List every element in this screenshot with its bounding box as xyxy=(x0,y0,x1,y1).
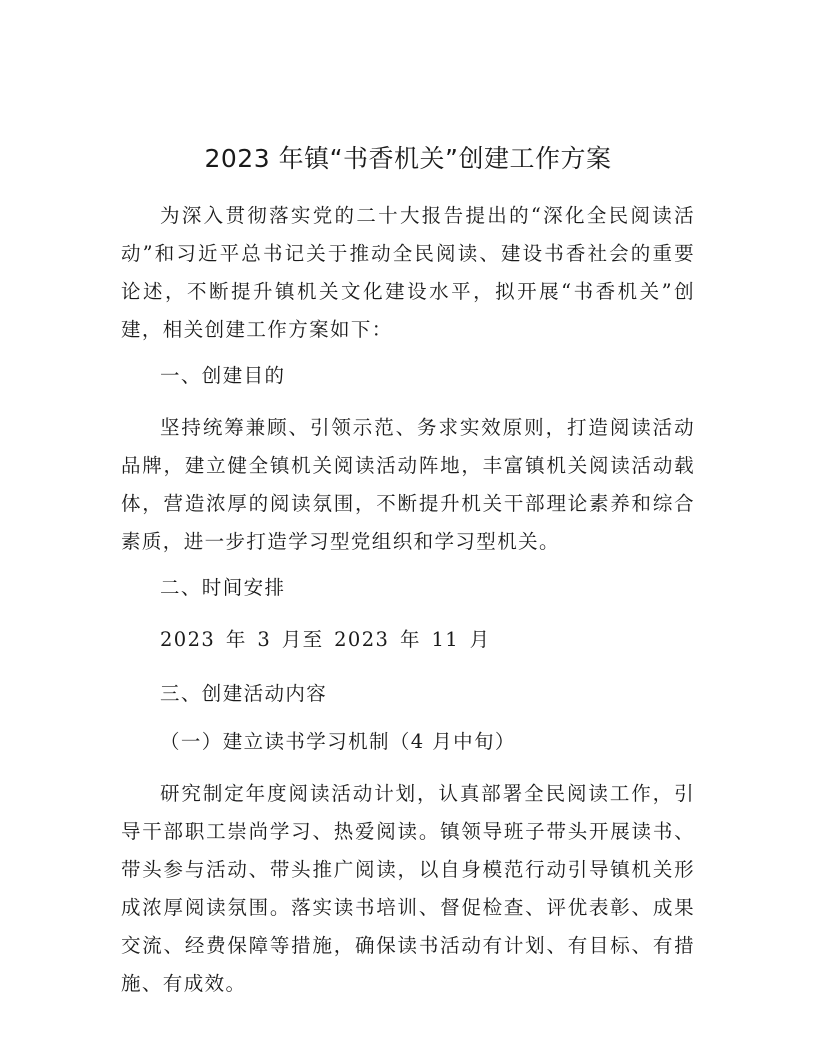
section-3-heading: 三、创建活动内容 xyxy=(160,682,328,705)
section-1-heading: 一、创建目的 xyxy=(160,364,286,387)
section-2-heading: 二、时间安排 xyxy=(160,576,286,599)
subsection-1-paragraph: 研究制定年度阅读活动计划，认真部署全民阅读工作，引导干部职工崇尚学习、热爱阅读。镇领导班子带头开展读书、带头参与活动、带头推广阅读，以自身模范行动引导镇机关形成浓厚阅读氛围。落实读书培训、督促检查、评优表彰、成果交流、经费保障等措施，确保读书活动有计划、有目标、有措施、有成效。 xyxy=(121,782,695,995)
document-body xyxy=(121,197,695,1011)
subsection-1-heading: （一）建立读书学习机制（4 月中旬） xyxy=(160,730,516,753)
section-1-paragraph: 坚持统筹兼顾、引领示范、务求实效原则，打造阅读活动品牌，建立健全镇机关阅读活动阵地，丰富镇机关阅读活动载体，营造浓厚的阅读氛围，不断提升机关干部理论素养和综合素质，进一步打造学习型党组织和学习型机关。 xyxy=(121,416,695,553)
intro-paragraph: 为深入贯彻落实党的二十大报告提出的“深化全民阅读活动”和习近平总书记关于推动全民阅读、建设书香社会的重要论述，不断提升镇机关文化建设水平，拟开展“书香机关”创建，相关创建工作方案如下： xyxy=(121,204,695,341)
section-2-date-range: 2023 年 3 月至 2023 年 11 月 xyxy=(160,628,491,651)
document-title: 2023 年镇“书香机关”创建工作方案 xyxy=(204,144,612,173)
